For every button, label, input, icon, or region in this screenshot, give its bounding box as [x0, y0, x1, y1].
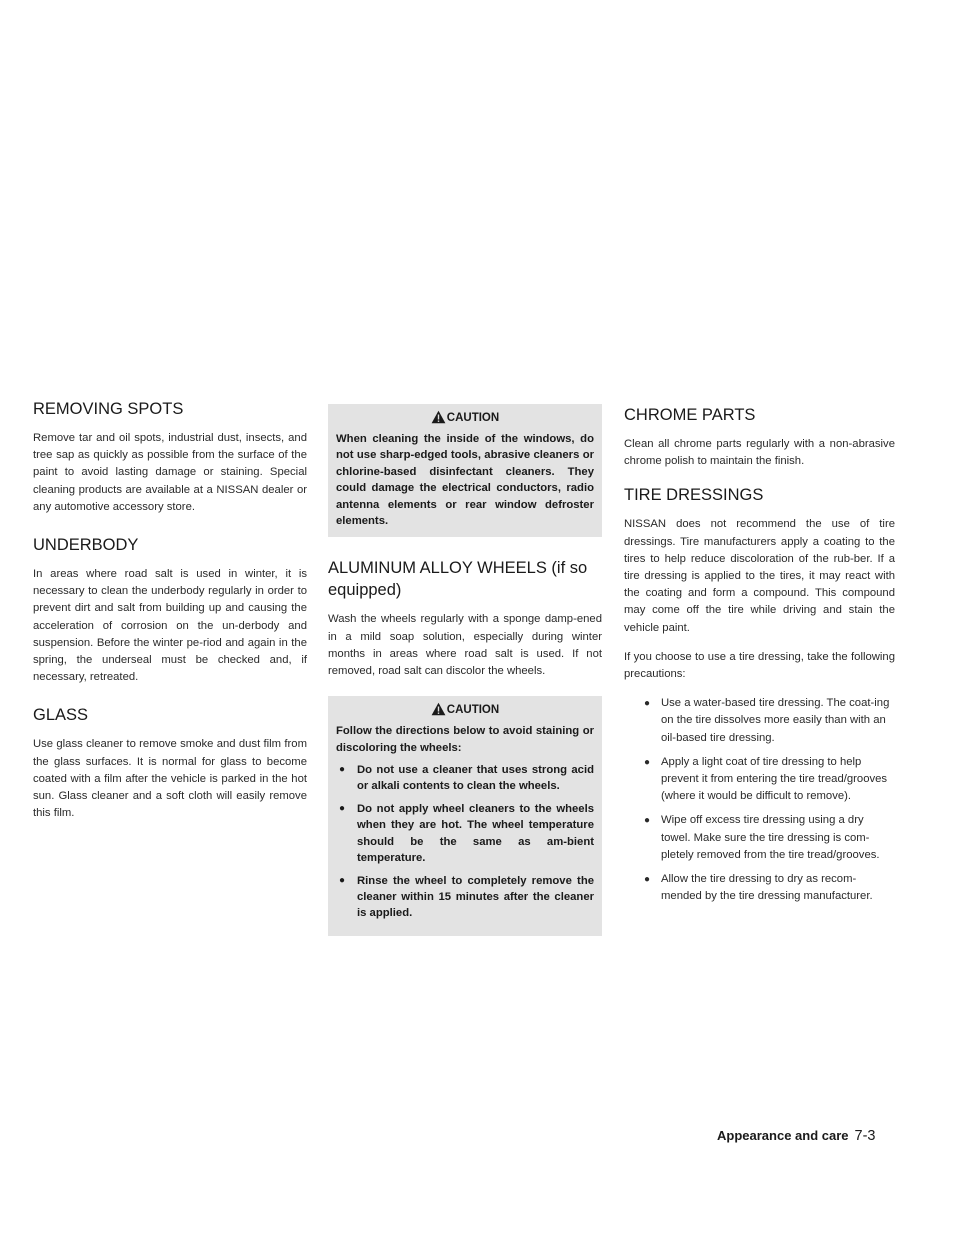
caution-header — [336, 702, 594, 718]
left-column — [33, 398, 307, 834]
list-item: ● Rinse the wheel to completely remove the cleaner within 15 minutes after the cleaner is applied. — [339, 874, 594, 920]
underbody-heading: UNDERBODY — [33, 536, 139, 555]
wheel-caution-intro: Follow the directions below to avoid staining or discoloring the wheels: — [336, 725, 594, 754]
aluminum-wheels-heading: ALUMINUM ALLOY WHEELS (if so equipped) — [328, 559, 588, 600]
window-caution-text: When cleaning the inside of the windows, do not use sharp-edged tools, abrasive cleaners or chlorine-based disinfectant cleaners. They could damage the electrical conductors, radio antenna elements or rear window defroster elements. — [336, 433, 594, 528]
page-footer — [717, 1128, 875, 1144]
bullet-icon: ● — [644, 874, 651, 886]
wheel-caution-box — [328, 696, 602, 935]
caution-label: CAUTION — [446, 704, 500, 717]
wheel-caution-list — [336, 762, 594, 922]
list-item: ● Allow the tire dressing to dry as recom-mended by the tire dressing manufacturer. — [644, 873, 873, 903]
bullet-icon: ● — [644, 698, 651, 710]
removing-spots-text: Remove tar and oil spots, industrial dust, insects, and tree sap as quickly as possible from the surface of the paint to avoid lasting damage or staining. Special cleaning products are available at a NISSAN dealer or any automotive accessory store. — [33, 432, 307, 513]
caution-header — [336, 410, 594, 426]
caution-icon — [431, 704, 447, 716]
list-item: ● Use a water-based tire dressing. The coat-ing on the tire dissolves more easily than with an oil-based tire dressing. — [644, 697, 890, 744]
removing-spots-heading: REMOVING SPOTS — [33, 400, 184, 418]
caution-label: CAUTION — [446, 412, 500, 424]
middle-column — [328, 404, 602, 950]
list-item: ● Do not use a cleaner that uses strong acid or alkali contents to clean the wheels. — [339, 764, 594, 793]
list-item: ● Apply a light coat of tire dressing to help prevent it from entering the tire tread/grooves (where it would be difficult to remove). — [644, 755, 888, 803]
chrome-parts-text: Clean all chrome parts regularly with a non-abrasive chrome polish to maintain the finish. — [624, 438, 895, 468]
bullet-icon: ● — [644, 815, 651, 827]
bullet-icon: ● — [339, 802, 346, 814]
list-item: ● Wipe off excess tire dressing using a dry towel. Make sure the tire dressing is com-pletely removed from the tire tread/grooves. — [644, 814, 880, 861]
bullet-icon: ● — [644, 756, 651, 768]
tire-precautions-list — [624, 695, 895, 905]
list-item: ● Do not apply wheel cleaners to the wheels when they are hot. The wheel temperature should be the same as am-bient temperature. — [339, 802, 594, 865]
tire-dressings-heading: TIRE DRESSINGS — [624, 486, 764, 505]
page-number: 7-3 — [854, 1128, 876, 1144]
bullet-icon: ● — [339, 874, 346, 886]
caution-icon — [431, 412, 447, 424]
tire-dressings-text: NISSAN does not recommend the use of tire dressings. Tire manufacturers apply a coating to the tires to help reduce discoloration of the rub-ber. If a tire dressing is applied to the tires, it may react with the coating and form a compound. This compound may come off the tire while driving and stain the vehicle paint. — [624, 518, 895, 634]
section-title: Appearance and care — [717, 1128, 849, 1143]
underbody-text: In areas where road salt is used in winter, it is necessary to clean the underbody regularly in order to prevent dirt and salt from building up and causing the acceleration of corrosion on the un-derbody and suspension. Before the winter pe-riod and again in the spring, the underseal must be checked and, if necessary, retreated. — [33, 568, 307, 684]
glass-text: Use glass cleaner to remove smoke and dust film from the glass surfaces. It is normal for glass to become coated with a film after the vehicle is parked in the hot sun. Glass cleaner and a soft cloth will easily remove this film. — [33, 738, 307, 820]
aluminum-wheels-text: Wash the wheels regularly with a sponge damp-ened in a mild soap solution, especially during winter months in areas where road salt is used. If not removed, road salt can discolor the wheels. — [328, 613, 602, 678]
right-column — [624, 404, 895, 912]
tire-dressings-precautions-intro: If you choose to use a tire dressing, take the following precautions: — [624, 650, 895, 681]
glass-heading: GLASS — [33, 706, 89, 725]
bullet-icon: ● — [339, 764, 346, 776]
window-caution-box — [328, 404, 602, 537]
chrome-parts-heading: CHROME PARTS — [624, 406, 756, 424]
